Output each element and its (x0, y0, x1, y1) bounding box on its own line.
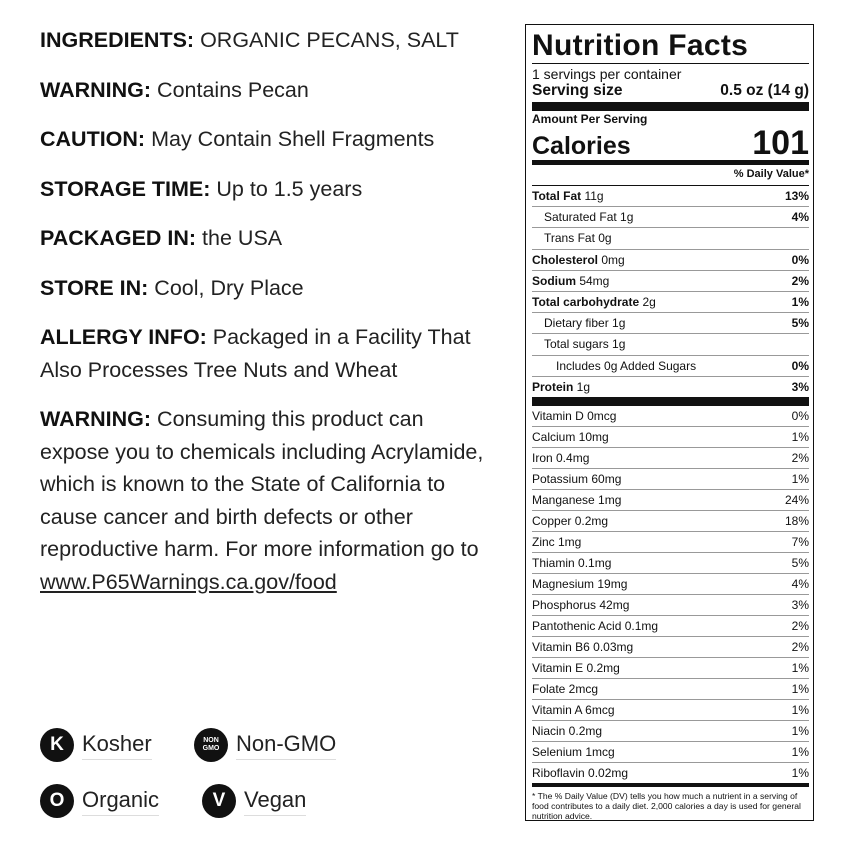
vitamin-name: Iron 0.4mg (532, 450, 590, 465)
non-gmo-icon-bottom: GMO (202, 745, 220, 752)
vitamin-row (532, 595, 809, 616)
vitamin-daily-value: 7% (791, 534, 809, 549)
vitamin-daily-value: 1% (791, 765, 809, 780)
nutrient-amount: 1g (616, 210, 634, 225)
nutrient-name-amount (532, 189, 604, 203)
organic-label: Organic (82, 787, 159, 816)
vitamin-row (532, 574, 809, 595)
vitamin-daily-value: 1% (791, 702, 809, 717)
kosher-badge (40, 728, 152, 762)
vitamin-row (532, 511, 809, 532)
nutrient-row (532, 356, 809, 377)
vitamin-daily-value: 3% (791, 597, 809, 612)
vitamin-name: Magnesium 19mg (532, 576, 628, 591)
nutrient-daily-value: 1% (791, 295, 809, 310)
nutrient-row (532, 228, 809, 249)
nutrient-row (532, 313, 809, 334)
nutrient-amount: 1g (573, 379, 591, 394)
nutrient-name-amount (556, 359, 696, 373)
nutrient-daily-value: 3% (791, 379, 809, 394)
vitamin-row (532, 658, 809, 679)
nutrient-name: Protein (532, 379, 574, 394)
amount-per-serving: Amount Per Serving (532, 112, 648, 126)
vitamin-daily-value: 24% (784, 492, 809, 507)
nutrient-row (532, 271, 809, 292)
nutrient-name: Total sugars (544, 337, 609, 352)
info-paragraph (40, 74, 485, 107)
vitamin-name: Zinc 1mg (532, 534, 582, 549)
vitamin-row (532, 448, 809, 469)
vitamin-daily-value: 5% (791, 555, 809, 570)
nutrient-amount: 11g (581, 189, 604, 204)
nutrient-daily-value: 4% (791, 210, 809, 225)
vitamin-name: Copper 0.2mg (532, 513, 609, 528)
vitamin-name: Phosphorus 42mg (532, 597, 630, 612)
non-gmo-icon (194, 728, 228, 762)
info-label: WARNING: (40, 77, 152, 102)
vitamin-daily-value: 1% (791, 660, 809, 675)
nutrient-name: Sodium (532, 273, 576, 288)
nutrient-row (532, 250, 809, 271)
info-text: ORGANIC PECANS, SALT (194, 28, 459, 52)
product-info (40, 24, 485, 615)
organic-badge (40, 784, 159, 818)
vegan-badge (202, 784, 306, 818)
non-gmo-badge (194, 728, 336, 762)
vitamin-row (532, 427, 809, 448)
info-paragraph (40, 222, 485, 255)
info-text: the USA (196, 226, 283, 250)
serving-size-label: Serving size (532, 82, 623, 99)
nutrient-name: Total carbohydrate (532, 295, 640, 310)
vitamin-name: Manganese 1mg (532, 492, 622, 507)
info-paragraph (40, 24, 485, 57)
calories-label: Calories (532, 132, 631, 160)
nutrient-amount: 1g (608, 316, 626, 331)
vegan-label: Vegan (244, 787, 306, 816)
nutrient-name: Trans Fat (544, 231, 595, 246)
info-text: Packaged in a Facility That Also Processes Tree Nuts and Wheat (40, 325, 471, 382)
nutrition-title: Nutrition Facts (532, 29, 809, 64)
nutrient-name-amount (544, 231, 612, 245)
vitamin-name: Calcium 10mg (532, 429, 609, 444)
vitamin-daily-value: 0% (791, 408, 809, 423)
nutrient-row (532, 292, 809, 313)
vitamin-name: Selenium 1mcg (532, 744, 615, 759)
vitamin-row (532, 700, 809, 721)
vitamin-daily-value: 1% (791, 744, 809, 759)
vitamin-row (532, 532, 809, 553)
vegan-icon: V (202, 784, 236, 818)
nutrient-name-amount (532, 295, 656, 309)
vitamin-name: Vitamin A 6mcg (532, 702, 615, 717)
nutrient-row (532, 334, 809, 355)
nutrient-daily-value: 5% (791, 316, 809, 331)
info-paragraph (40, 173, 485, 206)
nutrient-amount: 1g (608, 337, 626, 352)
vitamin-row (532, 553, 809, 574)
nutrient-rows (532, 186, 809, 406)
vitamin-row (532, 490, 809, 511)
info-text: Contains Pecan (151, 77, 309, 102)
vitamin-row (532, 406, 809, 427)
info-text: May Contain Shell Fragments (145, 127, 435, 151)
vitamin-daily-value: 2% (791, 450, 809, 465)
nutrient-name: Total Fat (532, 189, 582, 204)
vitamin-name: Vitamin B6 0.03mg (532, 639, 634, 654)
vitamin-name: Thiamin 0.1mg (532, 555, 612, 570)
non-gmo-label: Non-GMO (236, 731, 336, 760)
info-text: Cool, Dry Place (148, 275, 304, 300)
prop65-text: Consuming this product can expose you to chemicals including Acrylamide, which is known to the State of California to cause cancer and birth defects or other reproductive harm. For more information go to (40, 407, 484, 561)
nutrient-amount: 2g (639, 295, 656, 310)
nutrient-amount: 54mg (576, 273, 610, 288)
info-label: INGREDIENTS: (40, 28, 195, 52)
serving-size-value: 0.5 oz (14 g) (720, 82, 809, 99)
nutrient-daily-value: 0% (791, 358, 809, 373)
nutrient-name-amount (532, 380, 590, 394)
info-label: STORAGE TIME: (40, 176, 211, 201)
vitamin-row (532, 763, 809, 783)
non-gmo-icon-top: NON (203, 737, 219, 744)
vitamin-daily-value: 1% (791, 723, 809, 738)
vitamin-rows (532, 406, 809, 783)
organic-icon: O (40, 784, 74, 818)
vitamin-daily-value: 1% (791, 429, 809, 444)
daily-value-header: % Daily Value* (532, 165, 809, 186)
prop65-label: WARNING: (40, 407, 152, 431)
nutrient-amount: 0mg (598, 252, 625, 267)
info-paragraph (40, 272, 485, 305)
vitamin-name: Niacin 0.2mg (532, 723, 603, 738)
info-label: CAUTION: (40, 127, 146, 151)
vitamin-row (532, 616, 809, 637)
info-label: STORE IN: (40, 275, 149, 300)
nutrient-name-amount (532, 274, 609, 288)
nutrient-name: Dietary fiber (544, 316, 609, 331)
nutrition-facts-label (525, 24, 814, 821)
calories-row (532, 126, 809, 165)
prop65-warning (40, 403, 485, 598)
vitamin-daily-value: 1% (791, 471, 809, 486)
p65-warnings-link[interactable]: www.P65Warnings.ca.gov/food (40, 569, 337, 594)
vitamin-row (532, 721, 809, 742)
kosher-icon: K (40, 728, 74, 762)
vitamin-daily-value: 2% (791, 618, 809, 633)
vitamin-daily-value: 1% (791, 681, 809, 696)
vitamin-name: Riboflavin 0.02mg (532, 765, 629, 780)
info-label: ALLERGY INFO: (40, 325, 207, 349)
daily-value-footnote: * The % Daily Value (DV) tells you how much a nutrient in a serving of food contributes to a daily diet. 2,000 calories a day is used for general nutrition advice. (532, 783, 809, 821)
nutrient-name-amount (544, 337, 625, 351)
vitamin-name: Vitamin D 0mcg (532, 408, 617, 423)
vitamin-row (532, 742, 809, 763)
nutrient-daily-value: 13% (784, 189, 809, 204)
nutrient-name: Saturated Fat (544, 210, 617, 225)
vitamin-daily-value: 18% (784, 513, 809, 528)
vitamin-name: Pantothenic Acid 0.1mg (532, 618, 659, 633)
nutrient-daily-value: 2% (791, 273, 809, 288)
nutrient-daily-value: 0% (791, 252, 809, 267)
nutrient-name: Cholesterol (532, 252, 599, 267)
vitamin-name: Potassium 60mg (532, 471, 622, 486)
vitamin-row (532, 679, 809, 700)
vitamin-name: Vitamin E 0.2mg (532, 660, 620, 675)
serving-size-row (532, 82, 809, 111)
nutrient-name: Includes 0g Added Sugars (556, 358, 697, 373)
calories-value: 101 (752, 124, 809, 162)
nutrient-row (532, 207, 809, 228)
nutrient-name-amount (544, 210, 633, 224)
nutrient-row (532, 377, 809, 406)
vitamin-name: Folate 2mcg (532, 681, 599, 696)
nutrient-row (532, 186, 809, 207)
servings-per-container: 1 servings per container (532, 66, 682, 82)
nutrient-name-amount (544, 316, 625, 330)
nutrient-amount: 0g (594, 231, 612, 246)
nutrient-name-amount (532, 253, 625, 267)
vitamin-row (532, 637, 809, 658)
kosher-label: Kosher (82, 731, 152, 760)
vitamin-daily-value: 4% (791, 576, 809, 591)
info-label: PACKAGED IN: (40, 226, 197, 250)
vitamin-row (532, 469, 809, 490)
info-paragraph (40, 123, 485, 156)
info-text: Up to 1.5 years (210, 176, 363, 201)
vitamin-daily-value: 2% (791, 639, 809, 654)
info-paragraph (40, 321, 485, 386)
